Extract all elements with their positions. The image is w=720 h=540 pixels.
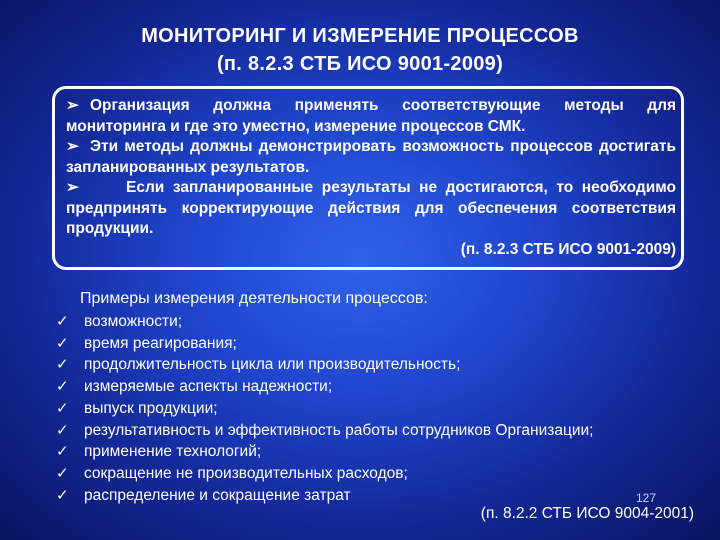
checkmark-icon: ✓ [56,486,69,504]
slide-title [0,22,720,78]
list-item: ✓ применение технологий; [56,441,593,463]
checkmark-icon: ✓ [56,399,69,417]
list-item: ✓ возможности; [56,311,593,333]
checkmark-icon: ✓ [56,334,69,352]
arrow-bullet-icon: ➢ [66,179,79,196]
arrow-bullet-icon: ➢ [66,97,79,114]
checkmark-icon: ✓ [56,421,69,439]
requirement-item: ➢ Эти методы должны демонстрировать возможность процессов достигать запланированных результатов. [66,138,676,176]
list-item: ✓ распределение и сокращение затрат [56,485,593,507]
list-item: ✓ сокращение не производительных расходов; [56,463,593,485]
checkmark-icon: ✓ [56,464,69,482]
requirements-text [66,96,676,260]
title-line-1: МОНИТОРИНГ И ИЗМЕРЕНИЕ ПРОЦЕССОВ [141,25,579,47]
page-number: 127 [636,491,657,505]
box-reference: (п. 8.2.3 СТБ ИСО 9001-2009) [460,240,676,258]
checkmark-icon: ✓ [56,356,69,374]
examples-title: Примеры измерения деятельности процессов: [80,290,428,307]
list-item: ✓ выпуск продукции; [56,398,593,420]
arrow-bullet-icon: ➢ [66,138,79,155]
checkmark-icon: ✓ [56,378,69,396]
list-item: ✓ измеряемые аспекты надежности; [56,376,593,398]
list-item: ✓ время реагирования; [56,333,593,355]
examples-list [56,311,593,506]
examples-reference: (п. 8.2.2 СТБ ИСО 9004-2001) [480,505,694,522]
checkmark-icon: ✓ [56,443,69,461]
requirement-item: ➢ Если запланированные результаты не достигаются, то необходимо предпринять корректирующие действия для обеспечения соответствия продукции. [66,179,676,237]
title-line-2: (п. 8.2.3 СТБ ИСО 9001-2009) [216,53,504,75]
list-item: ✓ продолжительность цикла или производительность; [56,354,593,376]
checkmark-icon: ✓ [56,313,69,330]
list-item: ✓ результативность и эффективность работы сотрудников Организации; [56,420,593,442]
requirement-item: ➢ Организация должна применять соответствующие методы для мониторинга и где это уместно, измерение процессов СМК. [66,97,676,135]
